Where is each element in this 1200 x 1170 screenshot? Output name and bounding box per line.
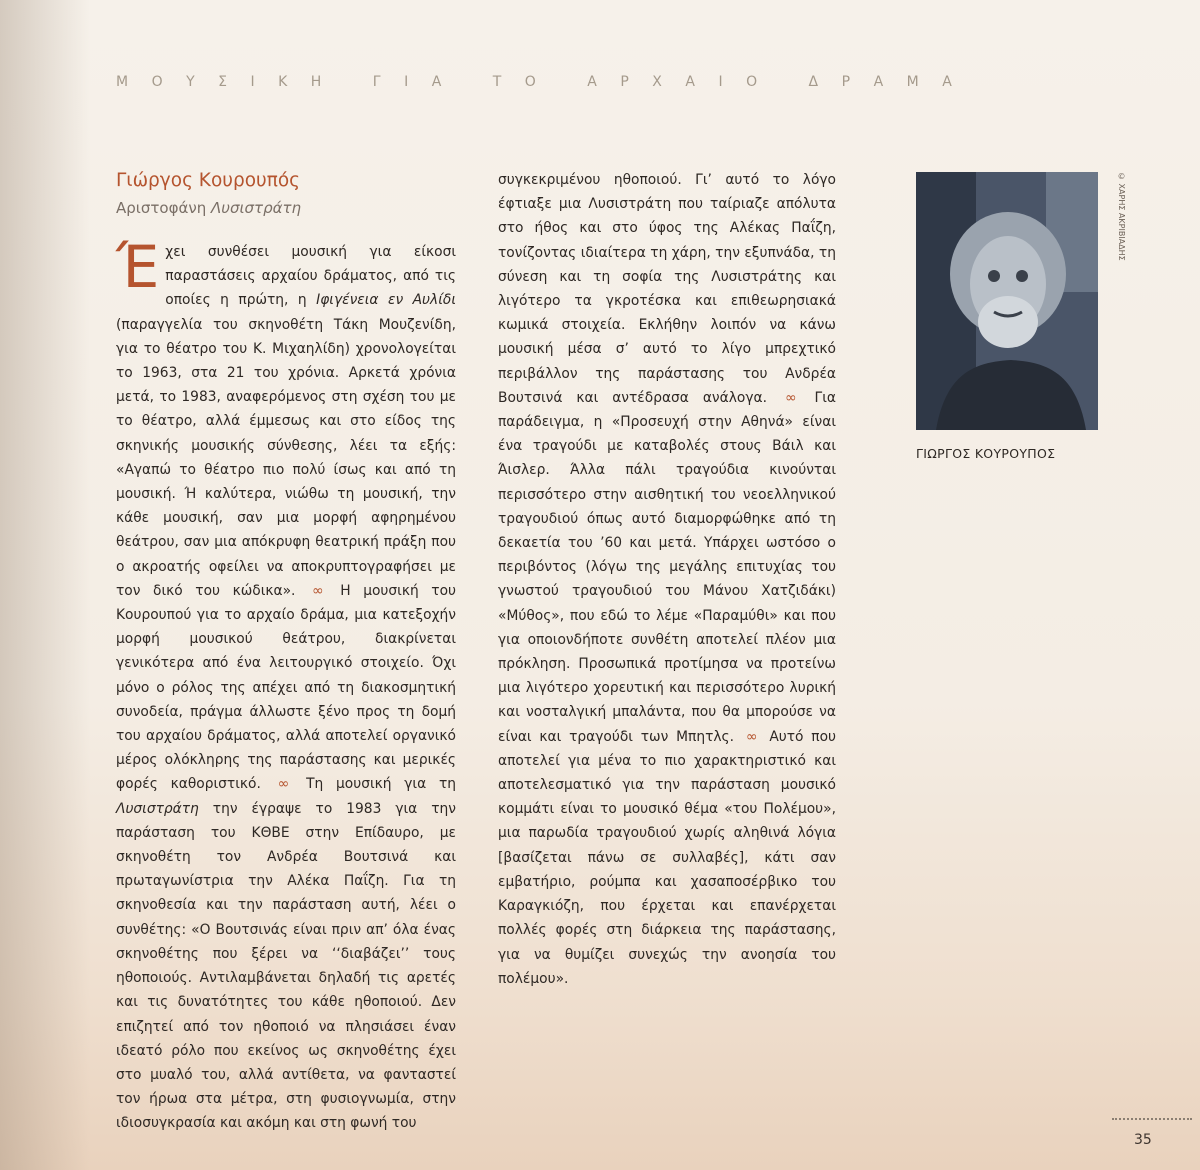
ornament-icon: ∞	[277, 776, 290, 793]
photo-credit: © ΧΑΡΗΣ ΑΚΡΙΒΙΑΔΗΣ	[1117, 172, 1126, 261]
left-text-1: χει συνθέσει μουσική για είκοσι παραστάσεις αρχαίου δράματος, από τις οποίες η πρώτη, η	[165, 244, 456, 309]
right-text-2: Για παράδειγμα, η «Προσευχή στην Αθηνά» είναι ένα τραγούδι με καταβολές στους Βάιλ και Άισλερ. Άλλα πάλι τραγούδια κινούνται περισσότερο στην αισθητική του νεοελληνικού τραγουδιού όπως αυτό διαμορφώθηκε από τη δεκαετία του ’60 και μετά. Υπάρχει ωστόσο ο περιβόντος (λόγω της μεγάλης επιτυχίας του γνωστού τραγουδιού του Μάνου Χατζιδάκι) «Μύθος», που εδώ το λέμε «Παραμύθι» και που για οποιονδήποτε συνθέτη αποτελεί πλέον μια πρόκληση. Προσωπικά προτίμησα να προτείνω μια λιγότερο χορευτική και περισσότερο λυρική και νοσταλγική μπαλάντα, που θα μπορούσε να είναι και τραγούδι των Μπητλς.	[498, 389, 837, 745]
ornament-icon: ∞	[784, 389, 797, 406]
left-text-5: την έγραψε το 1983 για την παράσταση του ΚΘΒΕ στην Επίδαυρο, με σκηνοθέτη τον Ανδρέα Βουτσινά και πρωταγωνίστρια την Αλέκα Παΐζη. Για τη σκηνοθεσία και την παράσταση αυτή, λέει ο συνθέτης: «Ο Βουτσινάς είναι πριν απ’ όλα ένας σκηνοθέτης που ξέρει να ‘‘διαβάζει’’ τους ηθοποιούς. Αντιλαμβάνεται δηλαδή τις αρετές και τις δυνατότητες του κάθε ηθοποιού. Δεν επιζητεί από τον ηθοποιό να πλησιάσει έναν ιδεατό ρόλο που εκείνος ως σκηνοθέτης έχει στο μυαλό του, αλλά αντίθετα, να φανταστεί τον ήρωα στα μέτρα, στη φυσιογνωμία, στην ιδιοσυγκρασία και ακόμη και στη φωνή του	[116, 800, 456, 1132]
left-text-3: Η μουσική του Κουρουπού για το αρχαίο δράμα, μια κατεξοχήν μορφή μουσικού θεάτρου, διακρίνεται γενικότερα από ένα λειτουργικό στοιχείο. Όχι μόνο ο ρόλος της απέχει από τη διακοσμητική συνοδεία, πράγμα άλλωστε ξένο προς τη δομή του αρχαίου δράματος, αλλά αποτελεί οργανικό μέρος ολόκληρης της παράστασης και μερικές φορές καθοριστικό.	[116, 582, 456, 793]
left-column	[116, 233, 457, 1136]
photo-caption: ΓΙΩΡΓΟΣ ΚΟΥΡΟΥΠΟΣ	[916, 446, 1056, 461]
article-subtitle	[116, 199, 301, 217]
portrait-illustration	[916, 172, 1098, 430]
footer-dotted-rule	[1112, 1118, 1192, 1120]
right-text-3: Αυτό που αποτελεί για μένα το πιο χαρακτηριστικό και αποτελεσματικό για την παράσταση μουσικό κομμάτι είναι το μουσικό θέμα «του Πολέμου», μια παρωδία τραγουδιού χωρίς αληθινά λόγια [βασίζεται πάνω σε συλλαβές], κάτι σαν εμβατήριο, ρούμπα και χασαποσέρβικο του Καραγκιόζη, που έρχεται και επανέρχεται πολλές φορές στη διάρκεια της παράστασης, για να θυμίζει συνεχώς την ανοησία του πολέμου».	[498, 728, 837, 987]
left-text-italic-2: Λυσιστράτη	[116, 800, 199, 817]
left-text-2: (παραγγελία του σκηνοθέτη Τάκη Μουζενίδη, για το θέατρο του Κ. Μιχαηλίδη) χρονολογείται το 1963, στα 21 του χρόνια. Αρκετά χρόνια μετά, το 1983, αναφερόμενος στη σχέση του με το θέατρο, αλλά έμμεσως και στο είδος της σκηνικής μουσικής σύνθεσης, λέει τα εξής: «Αγαπώ το θέατρο πιο πολύ ίσως και από τη μουσική. Ή καλύτερα, νιώθω τη μουσική, την κάθε μουσική, σαν μια μορφή αφηρημένου θεάτρου, σαν μια απόκρυφη θεατρική πράξη που ο ακροατής οφείλει να αποκρυπτογραφήσει με τον δικό του κώδικα».	[116, 316, 456, 599]
drop-cap: Έ	[116, 233, 160, 301]
left-text-4: Τη μουσική για τη	[293, 776, 457, 793]
article-author: Γιώργος Κουρουπός	[116, 170, 301, 191]
subtitle-work-title: Λυσιστράτη	[211, 199, 302, 217]
running-header: ΜΟΥΣΙΚΗ ΓΙΑ ΤΟ ΑΡΧΑΙΟ ΔΡΑΜΑ	[116, 74, 976, 90]
page-number: 35	[1134, 1132, 1152, 1148]
ornament-icon: ∞	[312, 582, 324, 599]
ornament-icon: ∞	[745, 728, 758, 745]
page-gutter-shadow	[0, 0, 90, 1170]
left-text-italic-1: Ιφιγένεια εν Αυλίδι	[316, 292, 456, 309]
portrait-photo	[916, 172, 1098, 430]
right-text-1: συγκεκριμένου ηθοποιού. Γι’ αυτό το λόγο έφτιαξε μια Λυσιστράτη που ταίριαζε απόλυτα στο ήθος και στο ύφος της Αλέκας Παΐζη, τονίζοντας ιδιαίτερα τη χάρη, την εξυπνάδα, τη σύνεση και τη σοφία της Λυσιστράτης και λιγότερο τα γκροτέσκα και επιθεωρησιακά κωμικά στοιχεία. Εκλήθην λοιπόν να κάνω μουσική μέσα σ’ αυτό το λίγο μπρεχτικό περιβάλλον της παράστασης του Ανδρέα Βουτσινά και αντέδρασα ανάλογα.	[498, 172, 836, 406]
subtitle-prefix: Αριστοφάνη	[116, 199, 212, 217]
right-column	[498, 168, 836, 991]
